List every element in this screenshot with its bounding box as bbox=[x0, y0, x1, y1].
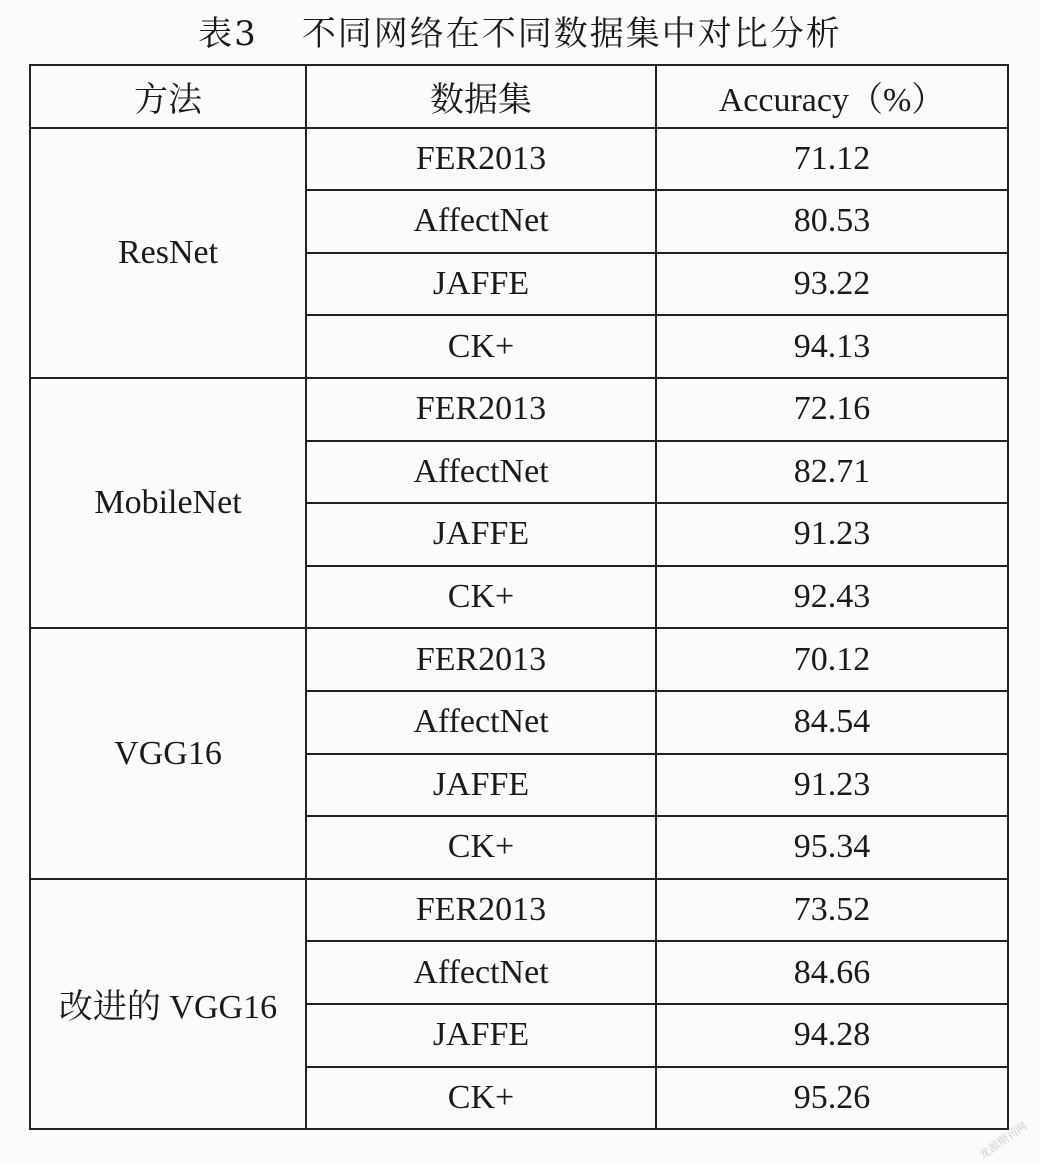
dataset-cell: FER2013 bbox=[306, 378, 656, 441]
accuracy-cell: 91.23 bbox=[656, 503, 1008, 566]
method-cell: MobileNet bbox=[30, 378, 306, 628]
dataset-cell: FER2013 bbox=[306, 628, 656, 691]
accuracy-cell: 95.26 bbox=[656, 1067, 1008, 1130]
header-accuracy: Accuracy（%） bbox=[656, 65, 1008, 128]
dataset-cell: CK+ bbox=[306, 315, 656, 378]
comparison-table bbox=[29, 64, 1009, 1130]
dataset-cell: AffectNet bbox=[306, 941, 656, 1004]
dataset-cell: FER2013 bbox=[306, 128, 656, 191]
accuracy-cell: 80.53 bbox=[656, 190, 1008, 253]
watermark: 龙源期刊网 bbox=[976, 1119, 1030, 1162]
header-dataset: 数据集 bbox=[306, 65, 656, 128]
dataset-cell: JAFFE bbox=[306, 253, 656, 316]
accuracy-cell: 95.34 bbox=[656, 816, 1008, 879]
table-row bbox=[30, 128, 1008, 191]
method-cell: ResNet bbox=[30, 128, 306, 378]
header-method: 方法 bbox=[30, 65, 306, 128]
accuracy-cell: 71.12 bbox=[656, 128, 1008, 191]
dataset-cell: CK+ bbox=[306, 566, 656, 629]
dataset-cell: AffectNet bbox=[306, 441, 656, 504]
table-row bbox=[30, 879, 1008, 942]
header-row bbox=[30, 65, 1008, 128]
table-number: 表3 bbox=[198, 14, 258, 54]
accuracy-cell: 92.43 bbox=[656, 566, 1008, 629]
dataset-cell: AffectNet bbox=[306, 190, 656, 253]
accuracy-cell: 84.66 bbox=[656, 941, 1008, 1004]
accuracy-cell: 70.12 bbox=[656, 628, 1008, 691]
accuracy-cell: 93.22 bbox=[656, 253, 1008, 316]
dataset-cell: JAFFE bbox=[306, 1004, 656, 1067]
accuracy-cell: 72.16 bbox=[656, 378, 1008, 441]
accuracy-cell: 91.23 bbox=[656, 754, 1008, 817]
table-row bbox=[30, 378, 1008, 441]
method-cell: VGG16 bbox=[30, 628, 306, 878]
method-cell: 改进的 VGG16 bbox=[30, 879, 306, 1129]
dataset-cell: FER2013 bbox=[306, 879, 656, 942]
dataset-cell: CK+ bbox=[306, 816, 656, 879]
dataset-cell: AffectNet bbox=[306, 691, 656, 754]
table-title: 不同网络在不同数据集中对比分析 bbox=[301, 14, 842, 54]
accuracy-cell: 82.71 bbox=[656, 441, 1008, 504]
table-caption bbox=[0, 12, 1040, 56]
accuracy-cell: 94.28 bbox=[656, 1004, 1008, 1067]
dataset-cell: CK+ bbox=[306, 1067, 656, 1130]
table-row bbox=[30, 628, 1008, 691]
dataset-cell: JAFFE bbox=[306, 754, 656, 817]
accuracy-cell: 94.13 bbox=[656, 315, 1008, 378]
dataset-cell: JAFFE bbox=[306, 503, 656, 566]
accuracy-cell: 73.52 bbox=[656, 879, 1008, 942]
accuracy-cell: 84.54 bbox=[656, 691, 1008, 754]
